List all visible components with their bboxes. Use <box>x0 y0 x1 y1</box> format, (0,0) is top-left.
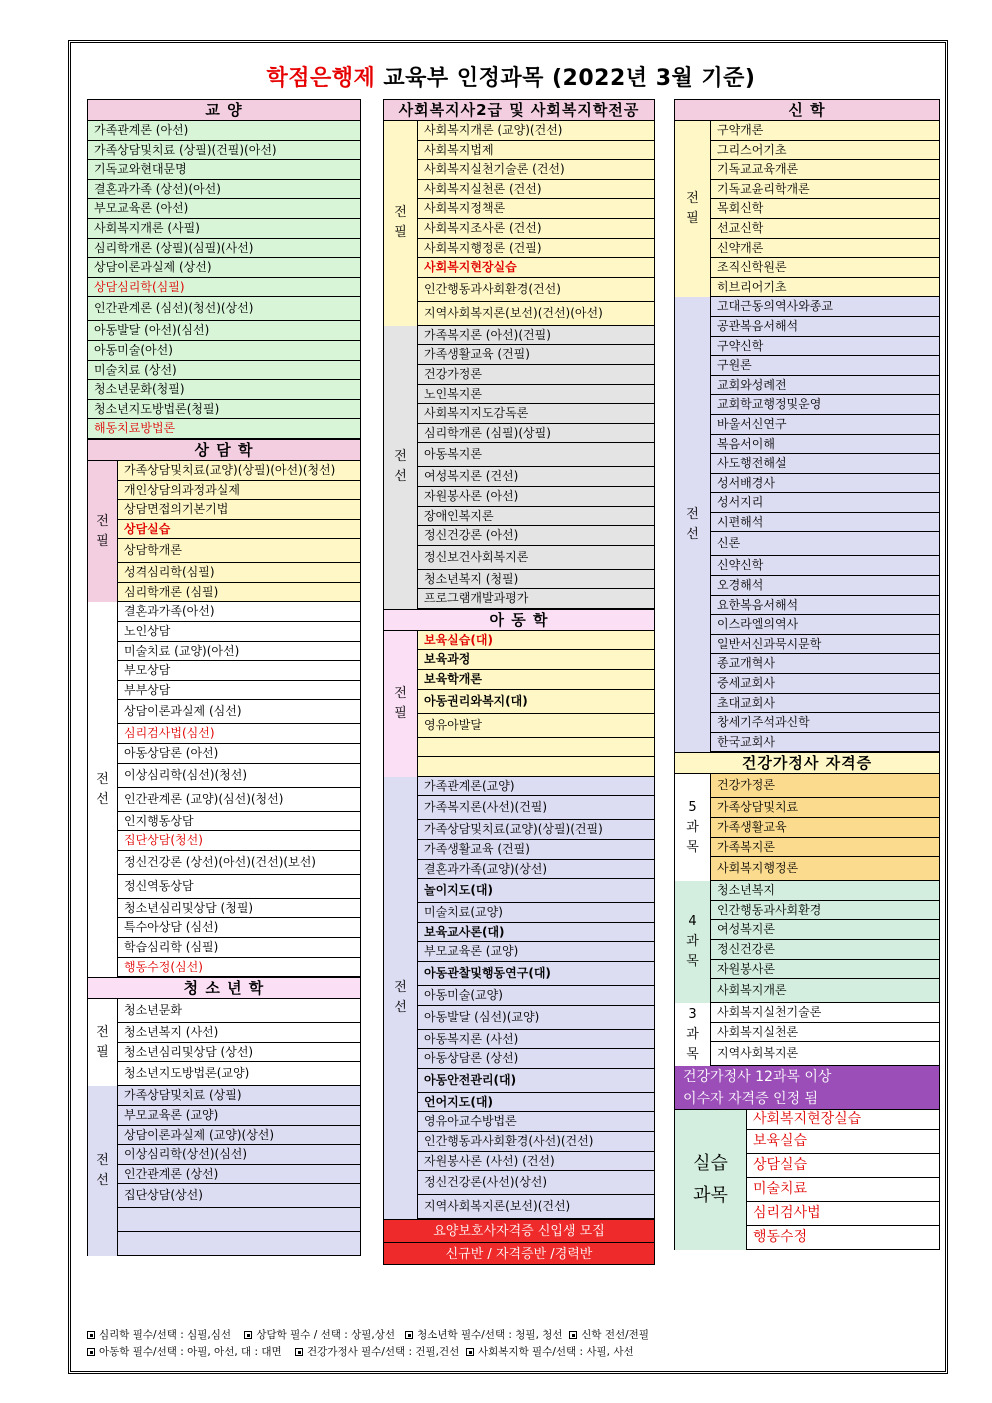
course-row: 심리검사법 <box>747 1202 939 1226</box>
course-row: 부모교육론 (아선) <box>88 199 360 219</box>
square-bullet-icon <box>466 1348 474 1356</box>
section-cheongsonyeon-pil-rows <box>118 999 360 1086</box>
square-bullet-icon <box>87 1348 95 1356</box>
course-row: 청소년복지 <box>711 881 939 901</box>
course-row: 아동발달 (심선)(교양) <box>418 1006 654 1030</box>
course-row: 건강가정론 <box>418 365 654 385</box>
course-row: 아동관찰및행동연구(대) <box>418 962 654 986</box>
course-row: 사회복지정책론 <box>418 199 654 219</box>
header-cheongsonyeon: 청 소 년 학 <box>87 977 361 999</box>
section-cheongsonyeon-pil-label: 전 필 <box>88 999 118 1086</box>
course-row: 아동상담론 (상선) <box>418 1049 654 1069</box>
section-sangdam-pil-rows <box>118 461 360 603</box>
course-row: 상담실습 <box>118 520 360 540</box>
column-general-counseling-youth <box>87 99 361 1256</box>
section-adong-sun <box>383 777 655 1219</box>
course-row: 바울서신연구 <box>711 415 939 435</box>
course-row: 집단상담(청선) <box>118 831 360 851</box>
section-sinhak-pil <box>674 121 940 297</box>
course-row: 구약개론 <box>711 121 939 141</box>
course-row: 성서지리 <box>711 493 939 513</box>
course-row: 그리스어기초 <box>711 141 939 161</box>
section-sangdam-pil-label: 전 필 <box>88 461 118 603</box>
course-row: 심리학개론 (심필) <box>118 583 360 603</box>
course-row: 사회복지행정론 <box>711 857 939 881</box>
course-row: 언어지도(대) <box>418 1093 654 1113</box>
course-row: 청소년복지 (청필) <box>418 570 654 590</box>
section-geongang-4 <box>674 881 940 1003</box>
course-row: 가족관계론(교양) <box>418 777 654 797</box>
course-row: 부모교육론 (교양) <box>118 1106 360 1126</box>
course-row: 정신건강론(사선)(상선) <box>418 1171 654 1195</box>
course-row: 상담학개론 <box>118 539 360 563</box>
course-row: 이상심리학(상선)(심선) <box>118 1145 360 1165</box>
legend-item: 사회복지학 필수/선택 : 사필, 사선 <box>478 1346 634 1358</box>
course-row: 상담이론과실제 (상선) <box>88 258 360 278</box>
section-cheongsonyeon-pil <box>87 999 361 1086</box>
course-row: 가족생활교육 (건필) <box>418 345 654 365</box>
section-sangdam-sun-rows <box>118 602 360 977</box>
course-row: 아동발달 (아선)(심선) <box>88 321 360 341</box>
course-row: 인간관계론 (상선) <box>118 1165 360 1185</box>
course-row: 일반서신과묵시문학 <box>711 635 939 655</box>
title-rest: 교육부 인정과목 (2022년 3월 기준) <box>375 66 756 91</box>
course-row: 행동수정 <box>747 1226 939 1250</box>
course-row: 여성복지론 <box>711 920 939 940</box>
course-row: 집단상담(상선) <box>118 1184 360 1208</box>
section-geongang-4-label: 4 과 목 <box>675 881 711 1003</box>
section-geongang-3-label: 3 과 목 <box>675 1003 711 1066</box>
course-row: 보육실습(대) <box>418 631 654 651</box>
course-row: 인간행동과사회환경(사선)(건선) <box>418 1132 654 1152</box>
course-row: 종교개혁사 <box>711 654 939 674</box>
section-sahoe-sun-rows <box>418 326 654 609</box>
course-row: 시편해석 <box>711 513 939 533</box>
square-bullet-icon <box>244 1331 252 1339</box>
course-row: 아동미술(교양) <box>418 986 654 1006</box>
legend-item: 아동학 필수/선택 : 아필, 아선, 대 : 대면 <box>99 1346 282 1358</box>
course-row: 청소년지도방법론(청필) <box>88 400 360 420</box>
section-adong-pil-label: 전 필 <box>384 631 418 777</box>
header-gyoyang: 교 양 <box>87 99 361 121</box>
course-row: 미술치료 (상선) <box>88 361 360 381</box>
course-row: 놀이지도(대) <box>418 879 654 903</box>
course-row: 지역사회복지론(보선)(건선)(아선) <box>418 302 654 326</box>
course-row: 상담이론과실제 (심선) <box>118 700 360 724</box>
certificate-note-line-2: 이수자 자격증 인정 됨 <box>674 1088 940 1110</box>
section-sinhak-sun <box>674 297 940 752</box>
course-row: 아동미술(아선) <box>88 341 360 361</box>
course-row: 사회복지조사론 (건선) <box>418 219 654 239</box>
course-row: 미술치료(교양) <box>418 903 654 923</box>
course-row: 중세교회사 <box>711 674 939 694</box>
course-row: 가족복지론(사선)(건필) <box>418 796 654 820</box>
course-row: 보육실습 <box>747 1130 939 1154</box>
course-row: 사회복지개론 (교양)(건선) <box>418 121 654 141</box>
section-silseup-label: 실습 과목 <box>675 1110 747 1250</box>
course-row: 프로그램개발과평가 <box>418 589 654 609</box>
course-row: 가족상담및치료(교양)(상필)(건필) <box>418 820 654 840</box>
recruit-banner-line-1: 요양보호사자격증 신입생 모집 <box>383 1219 655 1242</box>
section-sahoe-pil-rows <box>418 121 654 326</box>
course-row: 선교신학 <box>711 219 939 239</box>
course-row: 사도행전해설 <box>711 454 939 474</box>
course-row: 사회복지실천기술론 <box>711 1003 939 1023</box>
course-row: 고대근동의역사와종교 <box>711 297 939 317</box>
course-row: 초대교회사 <box>711 694 939 714</box>
course-row: 개인상담의과정과실제 <box>118 481 360 501</box>
course-row: 인간관계론 (심선)(청선)(상선) <box>88 297 360 321</box>
section-gyoyang-rows <box>88 121 360 439</box>
course-row: 청소년심리및상담 (청필) <box>118 899 360 919</box>
section-sahoe-pil-label: 전 필 <box>384 121 418 326</box>
course-row: 노인복지론 <box>418 385 654 405</box>
course-row: 정신건강론 (아선) <box>418 526 654 546</box>
course-row: 가족상담및치료 (상필) <box>118 1086 360 1106</box>
section-cheongsonyeon-sun-label: 전 선 <box>88 1086 118 1256</box>
course-row: 사회복지지도감독론 <box>418 404 654 424</box>
course-row: 미술치료 <box>747 1178 939 1202</box>
course-row: 아동안전관리(대) <box>418 1069 654 1093</box>
course-row: 인간관계론 (교양)(심선)(청선) <box>118 788 360 812</box>
course-row: 아동복지론 <box>418 443 654 467</box>
header-sinhak: 신 학 <box>674 99 940 121</box>
section-adong-sun-rows <box>418 777 654 1219</box>
course-row: 결혼과가족(아선) <box>118 602 360 622</box>
course-row: 이스라엘의역사 <box>711 615 939 635</box>
section-sangdam-sun <box>87 602 361 977</box>
legend-item: 건강가정사 필수/선택 : 건필,건선 <box>307 1346 460 1358</box>
course-row: 보육교사론(대) <box>418 923 654 943</box>
legend-item: 상담학 필수 / 선택 : 상필,상선 <box>256 1329 396 1341</box>
course-row <box>118 1232 360 1256</box>
course-row: 자원봉사론 (아선) <box>418 487 654 507</box>
course-row: 구원론 <box>711 356 939 376</box>
course-row: 장애인복지론 <box>418 507 654 527</box>
course-row: 심리검사법(심선) <box>118 724 360 744</box>
course-row: 청소년지도방법론(교양) <box>118 1062 360 1086</box>
section-geongang-5-label: 5 과 목 <box>675 774 711 881</box>
course-row <box>418 757 654 777</box>
course-row: 복음서이해 <box>711 435 939 455</box>
section-gyoyang <box>87 121 361 439</box>
legend-item: 청소년학 필수/선택 : 청필, 청선 <box>417 1329 563 1341</box>
course-row: 부모상담 <box>118 661 360 681</box>
course-row: 정신보건사회복지론 <box>418 546 654 570</box>
course-row: 정신건강론 <box>711 940 939 960</box>
section-sinhak-pil-rows <box>711 121 939 297</box>
recruit-banner-line-2: 신규반 / 자격증반 /경력반 <box>383 1242 655 1265</box>
course-row: 기독교와현대문명 <box>88 160 360 180</box>
header-geongang: 건강가정사 자격증 <box>674 752 940 774</box>
course-row: 가족복지론 (아선)(건필) <box>418 326 654 346</box>
course-row: 여성복지론 (건선) <box>418 467 654 487</box>
section-adong-pil-rows <box>418 631 654 777</box>
course-row <box>418 738 654 758</box>
legend-item: 심리학 필수/선택 : 심필,심선 <box>99 1329 231 1341</box>
course-row: 성격심리학(심필) <box>118 563 360 583</box>
section-geongang-3-rows <box>711 1003 939 1066</box>
course-row: 사회복지개론 <box>711 979 939 1003</box>
course-row: 가족상담및치료 <box>711 798 939 818</box>
course-row: 사회복지현장실습 <box>747 1110 939 1130</box>
section-sangdam-sun-label: 전 선 <box>88 602 118 977</box>
course-row: 청소년문화(청필) <box>88 380 360 400</box>
legend-item: 신학 전선/전필 <box>581 1329 649 1341</box>
course-row <box>118 1208 360 1232</box>
section-sahoe-sun-label: 전 선 <box>384 326 418 609</box>
section-cheongsonyeon-sun <box>87 1086 361 1256</box>
course-row: 부부상담 <box>118 681 360 701</box>
course-row: 정신역동상담 <box>118 875 360 899</box>
course-row: 보육과정 <box>418 650 654 670</box>
course-row: 사회복지개론 (사필) <box>88 219 360 239</box>
square-bullet-icon <box>569 1331 577 1339</box>
course-row: 보육학개론 <box>418 670 654 690</box>
course-row: 가족복지론 <box>711 838 939 858</box>
section-adong-sun-label: 전 선 <box>384 777 418 1219</box>
course-row: 자원봉사론 <box>711 960 939 980</box>
course-row: 학습심리학 (심필) <box>118 938 360 958</box>
course-row: 결혼과가족 (상선)(아선) <box>88 180 360 200</box>
header-sahoe: 사회복지사2급 및 사회복지학전공 <box>383 99 655 121</box>
course-row: 노인상담 <box>118 622 360 642</box>
section-silseup <box>674 1110 940 1250</box>
course-row: 상담심리학(심필) <box>88 278 360 298</box>
legend-line-1 <box>87 1327 935 1344</box>
course-row: 오경해석 <box>711 576 939 596</box>
course-row: 한국교회사 <box>711 733 939 753</box>
course-row: 부모교육론 (교양) <box>418 942 654 962</box>
document-frame <box>68 40 948 1374</box>
course-row: 히브리어기초 <box>711 278 939 298</box>
course-row: 이상심리학(심선)(청선) <box>118 764 360 788</box>
course-row: 사회복지실천론 <box>711 1023 939 1043</box>
course-row: 아동권리와복지(대) <box>418 690 654 714</box>
section-sahoe-pil <box>383 121 655 326</box>
course-row: 조직신학원론 <box>711 258 939 278</box>
section-cheongsonyeon-sun-rows <box>118 1086 360 1256</box>
header-adong: 아 동 학 <box>383 609 655 631</box>
section-geongang-5 <box>674 774 940 881</box>
section-geongang-5-rows <box>711 774 939 881</box>
legend <box>87 1327 935 1361</box>
course-row: 가족관계론 (아선) <box>88 121 360 141</box>
course-row: 요한복음서해석 <box>711 596 939 616</box>
course-row: 신약개론 <box>711 239 939 259</box>
course-row: 심리학개론 (상필)(심필)(사선) <box>88 239 360 259</box>
section-geongang-4-rows <box>711 881 939 1003</box>
square-bullet-icon <box>87 1331 95 1339</box>
course-row: 결혼과가족(교양)(상선) <box>418 860 654 880</box>
course-row: 기독교윤리학개론 <box>711 180 939 200</box>
section-sahoe-sun <box>383 326 655 609</box>
course-row: 미술치료 (교양)(아선) <box>118 642 360 662</box>
course-row: 신론 <box>711 532 939 556</box>
header-sangdam: 상 담 학 <box>87 439 361 461</box>
course-row: 상담면접의기본기법 <box>118 500 360 520</box>
page-title <box>71 61 951 92</box>
course-row: 인지행동상담 <box>118 812 360 832</box>
square-bullet-icon <box>295 1348 303 1356</box>
course-row: 건강가정론 <box>711 774 939 798</box>
course-row: 인간행동과사회환경(건선) <box>418 278 654 302</box>
course-row: 청소년문화 <box>118 999 360 1023</box>
section-sangdam-pil <box>87 461 361 603</box>
course-row: 자원봉사론 (사선) (건선) <box>418 1152 654 1172</box>
course-row: 아동상담론 (아선) <box>118 744 360 764</box>
course-row: 사회복지현장실습 <box>418 258 654 278</box>
course-row: 사회복지실천기술론 (건선) <box>418 160 654 180</box>
course-row: 특수아상담 (심선) <box>118 918 360 938</box>
section-geongang-3 <box>674 1003 940 1066</box>
course-row: 상담이론과실제 (교양)(상선) <box>118 1126 360 1146</box>
course-row: 신약신학 <box>711 556 939 576</box>
column-theology-family <box>674 99 940 1250</box>
course-row: 목회신학 <box>711 199 939 219</box>
section-adong-pil <box>383 631 655 777</box>
section-sinhak-sun-label: 전 선 <box>675 297 711 752</box>
course-row: 가족상담및치료 (상필)(건필)(아선) <box>88 141 360 161</box>
course-row: 인간행동과사회환경 <box>711 901 939 921</box>
section-sinhak-pil-label: 전 필 <box>675 121 711 297</box>
course-row: 영유아발달 <box>418 714 654 738</box>
course-row: 구약신학 <box>711 337 939 357</box>
course-row: 가족생활교육 (건필) <box>418 840 654 860</box>
course-row: 사회복지실천론 (건선) <box>418 180 654 200</box>
course-row: 영유아교수방법론 <box>418 1112 654 1132</box>
course-row: 지역사회복지론(보선)(건선) <box>418 1195 654 1219</box>
course-row: 지역사회복지론 <box>711 1042 939 1066</box>
course-row: 창세기주석과신학 <box>711 713 939 733</box>
title-highlight: 학점은행제 <box>266 66 376 91</box>
course-row: 가족상담및치료(교양)(상필)(아선)(청선) <box>118 461 360 481</box>
course-row: 기독교교육개론 <box>711 160 939 180</box>
course-row: 청소년복지 (사선) <box>118 1023 360 1043</box>
section-sinhak-sun-rows <box>711 297 939 752</box>
square-bullet-icon <box>405 1331 413 1339</box>
course-row: 성서배경사 <box>711 474 939 494</box>
course-row: 상담실습 <box>747 1154 939 1178</box>
course-row: 청소년심리및상담 (상선) <box>118 1043 360 1063</box>
course-row: 가족생활교육 <box>711 818 939 838</box>
course-row: 교회와성례전 <box>711 376 939 396</box>
certificate-note-line-1: 건강가정사 12과목 이상 <box>674 1066 940 1088</box>
course-row: 해동치료방법론 <box>88 419 360 439</box>
course-row: 아동복지론 (사선) <box>418 1030 654 1050</box>
course-row: 사회복지행정론 (건필) <box>418 239 654 259</box>
course-row: 심리학개론 (심필)(상필) <box>418 424 654 444</box>
course-row: 교회학교행정및운영 <box>711 395 939 415</box>
course-row: 행동수정(심선) <box>118 958 360 978</box>
column-social-welfare-child <box>383 99 655 1265</box>
section-silseup-rows <box>747 1110 939 1250</box>
course-row: 정신건강론 (상선)(아선)(건선)(보선) <box>118 851 360 875</box>
course-row: 사회복지법제 <box>418 141 654 161</box>
course-row: 공관복음서해석 <box>711 317 939 337</box>
legend-line-2 <box>87 1344 935 1361</box>
